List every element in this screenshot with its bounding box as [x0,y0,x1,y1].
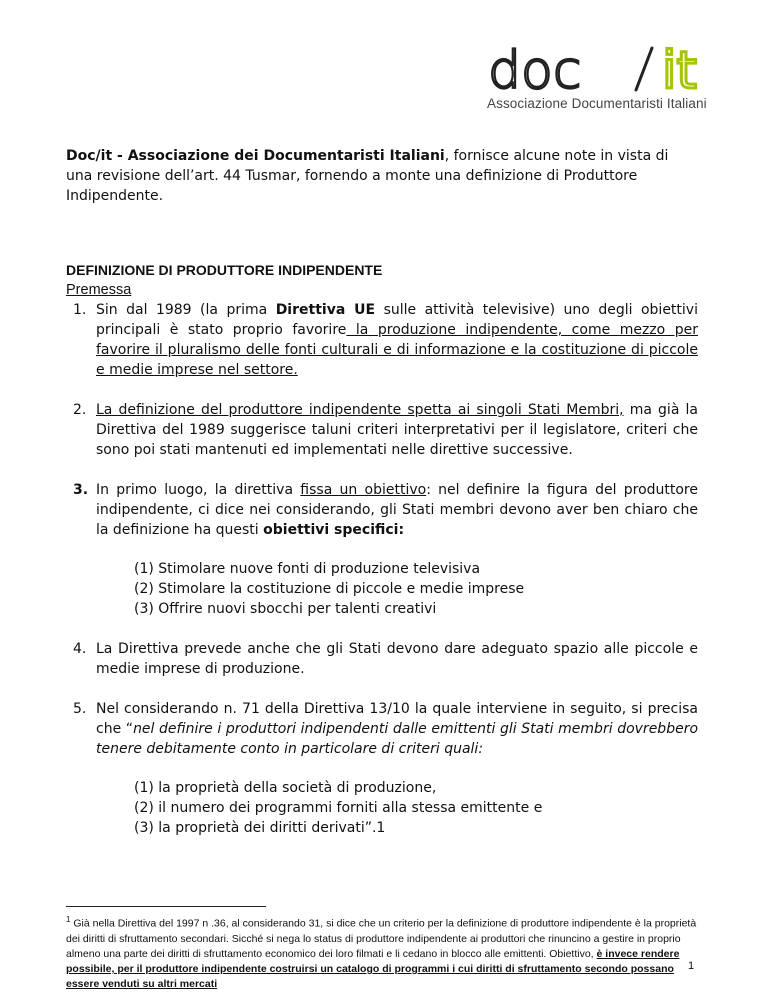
item-text: favorire [292,322,347,338]
item-underlined-text: la produzione indipendente, come mezzo per favorire il pluralismo delle fonti culturali e di informazione e la costituzione di piccole e medie imprese nel settore. [96,322,698,378]
item-bold-text: obiettivi specifici: [263,522,405,538]
criteria-list [134,778,698,838]
item-number: 1. [73,302,87,318]
logo-it-text: it [662,41,697,101]
section-heading: DEFINIZIONE DI PRODUTTORE INDIPENDENTE [66,262,383,278]
sub-list-item: (3) la proprietà dei diritti derivati”.1 [134,820,386,836]
item-text: In primo luogo, la direttiva [96,482,301,498]
list-item [66,400,698,460]
footnote [66,912,698,993]
item-text: sulle attività televisive) uno degli obiettivi principali è stato proprio [96,302,698,338]
item-number: 4. [73,641,87,657]
item-text: La Direttiva prevede anche che gli Stati devono dare adeguato spazio alle piccole e medie imprese di produzione. [96,641,698,677]
list-item [66,699,698,838]
item-text: ma già la Direttiva del 1989 suggerisce taluni criteri interpretativi per il legislatore, criteri che sono poi stati mantenuti ed implementati nelle direttive successive. [96,402,698,458]
item-text: : nel definire la figura del produttore indipendente, ci dice nei considerando, gli Stati membri devono aver ben chiaro che la definizione ha questi [96,482,698,538]
item-italic-text: nel definire i produttori indipendenti dalle emittenti gli Stati membri dovrebbero tenere debitamente conto in particolare di criteri quali: [96,721,699,757]
item-text: Nel considerando n. 71 della Direttiva 13/10 la quale interviene in seguito, si precisa che “ [96,701,698,737]
sub-list-item: (1) la proprietà della società di produzione, [134,780,437,796]
item-number: 3. [73,482,89,498]
item-underlined-text: La definizione del produttore indipendente spetta ai singoli Stati Membri, [96,402,624,418]
footnote-text: Già nella Direttiva del 1997 n .36, al considerando 31, si dice che un criterio per la definizione di produttore indipendente è la proprietà dei diritti di sfruttamento secondari. Sicché si nega lo status di produttore indipendente ai produttori che rinuncino a gestire in proprio almeno una parte dei diritti di sfruttamento economico dei loro filmati e li cedano in blocco alle emittenti. Obiettivo, [66,917,697,960]
item-text: Sin dal 1989 (la prima [96,302,276,318]
premise-list [66,300,698,838]
footnote-emphasis: è invece rendere possibile, per il produttore indipendente costruirsi un catalogo di programmi i cui diritti di sfruttamento secondo possano essere venduti su altri mercati [66,947,680,991]
list-item [66,639,698,679]
intro-paragraph [66,146,698,206]
item-number: 5. [73,701,87,717]
item-number: 2. [73,402,87,418]
sub-list-item: (3) Offrire nuovi sbocchi per talenti creativi [134,601,437,617]
page-number: 1 [688,960,695,972]
section-subheading: Premessa [66,282,132,298]
intro-text: , fornisce alcune note in vista di una revisione dell’art. 44 Tusmar, fornendo a monte una definizione di Produttore Indipendente. [66,148,669,204]
item-bold-text: Direttiva UE [275,302,376,318]
list-item [66,480,698,619]
intro-org-name: Doc/it - Associazione dei Documentaristi Italiani [66,148,445,164]
footnote-separator [66,906,266,907]
list-item [66,300,698,380]
item-underlined-text: fissa un obiettivo [300,482,427,498]
sub-list-item: (2) Stimolare la costituzione di piccole e medie imprese [134,581,525,597]
sub-list-item: (1) Stimolare nuove fonti di produzione televisiva [134,561,481,577]
sub-list-item: (2) il numero dei programmi forniti alla stessa emittente e [134,800,543,816]
document-body [66,146,698,838]
logo-subtitle: Associazione Documentaristi Italiani [487,96,707,111]
objectives-list [134,559,698,619]
logo-slash [636,48,652,90]
logo-doc-text: doc [488,41,582,101]
footnote-mark: 1 [66,915,71,924]
